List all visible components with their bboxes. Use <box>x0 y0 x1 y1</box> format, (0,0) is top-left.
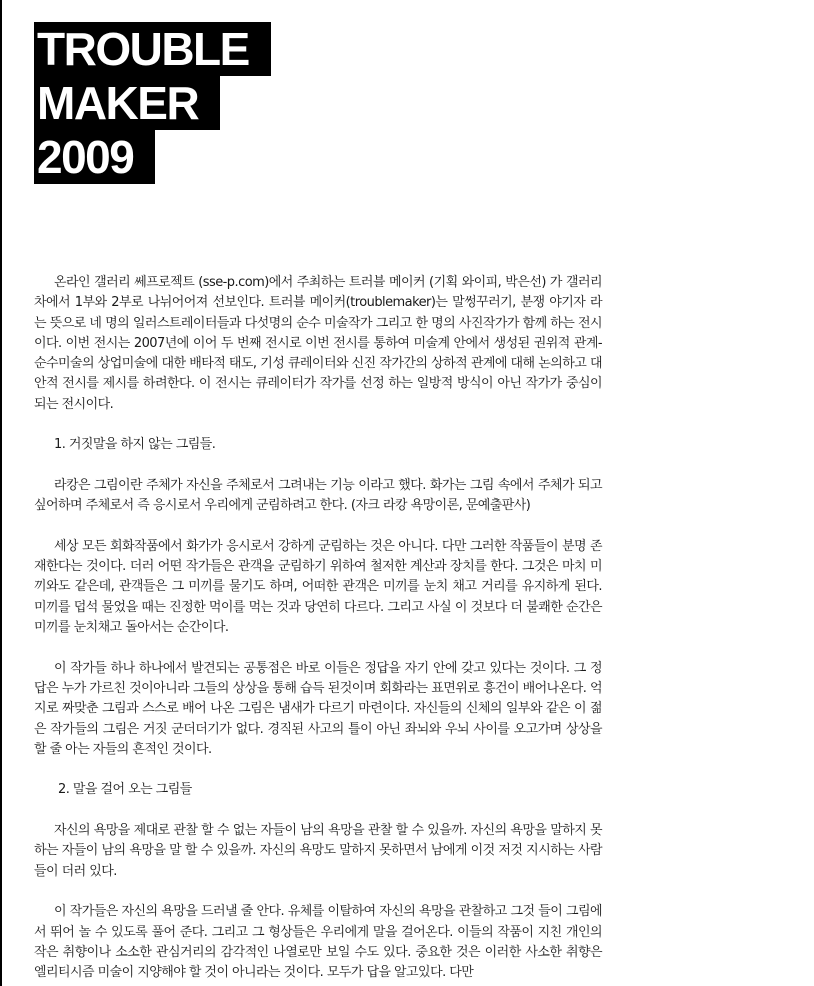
section-2-paragraph-1: 자신의 욕망을 제대로 관찰 할 수 없는 자들이 남의 욕망을 관찰 할 수 있을까. 자신의 욕망을 말하지 못하는 자들이 남의 욕망을 말 할 수 있을까. 자신의 욕망도 말하지 못하면서 남에게 이것 저것 지시하는 사람들이 더러 있다. <box>34 823 602 879</box>
section-1-paragraph-2: 세상 모든 회화작품에서 화가가 응시로서 강하게 군림하는 것은 아니다. 다만 그러한 작품들이 분명 존재한다는 것이다. 더러 어떤 작가들은 관객을 군림하기 위하여 철저한 계산과 장치를 한다. 그것은 마치 미끼와도 같은데, 관객들은 그 미끼를 물기도 하며, 어떠한 관객은 미끼를 눈치 채고 거리를 유지하게 된다. 미끼를 덥석 물었을 때는 진정한 먹이를 먹는 것과 당연히 다르다. 그리고 사실 이 것보다 더 불쾌한 순간은 미끼를 눈치채고 돌아서는 순간이다. <box>34 538 602 636</box>
title-line-1: TROUBLE <box>34 22 271 76</box>
article-body <box>34 273 602 986</box>
section-1-paragraph-1: 라캉은 그림이란 주체가 자신을 주체로서 그려내는 기능 이라고 했다. 화가는 그림 속에서 주체가 되고 싶어하며 주체로서 즉 응시로서 우리에게 군림하려고 한다. (자크 라캉 욕망이론, 문예출판사) <box>34 477 602 514</box>
title-line-3: 2009 <box>34 130 155 184</box>
section-1-paragraph-3: 이 작가들 하나 하나에서 발견되는 공통점은 바로 이들은 정답을 자기 안에 갖고 있다는 것이다. 그 정답은 누가 가르친 것이아니라 그들의 상상을 통해 습득 된것이며 회화라는 표면위로 흥건이 배어나온다. 억지로 짜맞춘 그림과 스스로 배어 나온 그림은 냄새가 다르기 마련이다. 자신들의 신체의 일부와 같은 이 젊은 작가들의 그림은 거짓 군더더기가 없다. 경직된 사고의 틀이 아닌 좌뇌와 우뇌 사이를 오고가며 상상을 할 줄 아는 자들의 흔적인 것이다. <box>34 660 602 757</box>
title-line-2: MAKER <box>34 76 220 130</box>
exhibition-title <box>34 22 271 184</box>
intro-paragraph: 온라인 갤러리 쎄프로젝트 (sse-p.com)에서 주최하는 트러블 메이커 (기획 와이피, 박은선) 가 갤러리 차에서 1부와 2부로 나뉘어어져 선보인다. 트러블 메이커(troublemaker)는 말썽꾸러기, 분쟁 야기자 라는 뜻으로 네 명의 일러스트레이터들과 다섯명의 순수 미술작가 그리고 한 명의 사진작가가 함께 하는 전시이다. 이번 전시는 2007년에 이어 두 번째 전시로 이번 전시를 통하여 미술계 안에서 생성된 권위적 관계-순수미술의 상업미술에 대한 배타적 태도, 기성 큐레이터와 신진 작가간의 상하적 관계에 대해 논의하고 대안적 전시를 제시를 하려한다. 이 전시는 큐레이터가 작가를 선정 하는 일방적 방식이 아닌 작가가 중심이 되는 전시이다. <box>34 275 602 412</box>
section-heading-1: 1. 거짓말을 하지 않는 그림들. <box>54 437 216 453</box>
section-heading-2: 2. 말을 걸어 오는 그림들 <box>58 782 192 798</box>
section-2-paragraph-2: 이 작가들은 자신의 욕망을 드러낼 줄 안다. 유체를 이탈하여 자신의 욕망을 관찰하고 그것 들이 그림에서 뛰어 놀 수 있도록 풀어 준다. 그리고 그 형상들은 우리에게 말을 걸어온다. 이들의 작품이 지친 개인의 작은 취향이나 소소한 관심거리의 감각적인 나열로만 보일 수도 있다. 중요한 것은 이러한 사소한 취향은 엘리티시즘 미술이 지양해야 할 것이 아니라는 것이다. 모두가 답을 알고있다. 다만 <box>34 904 602 981</box>
